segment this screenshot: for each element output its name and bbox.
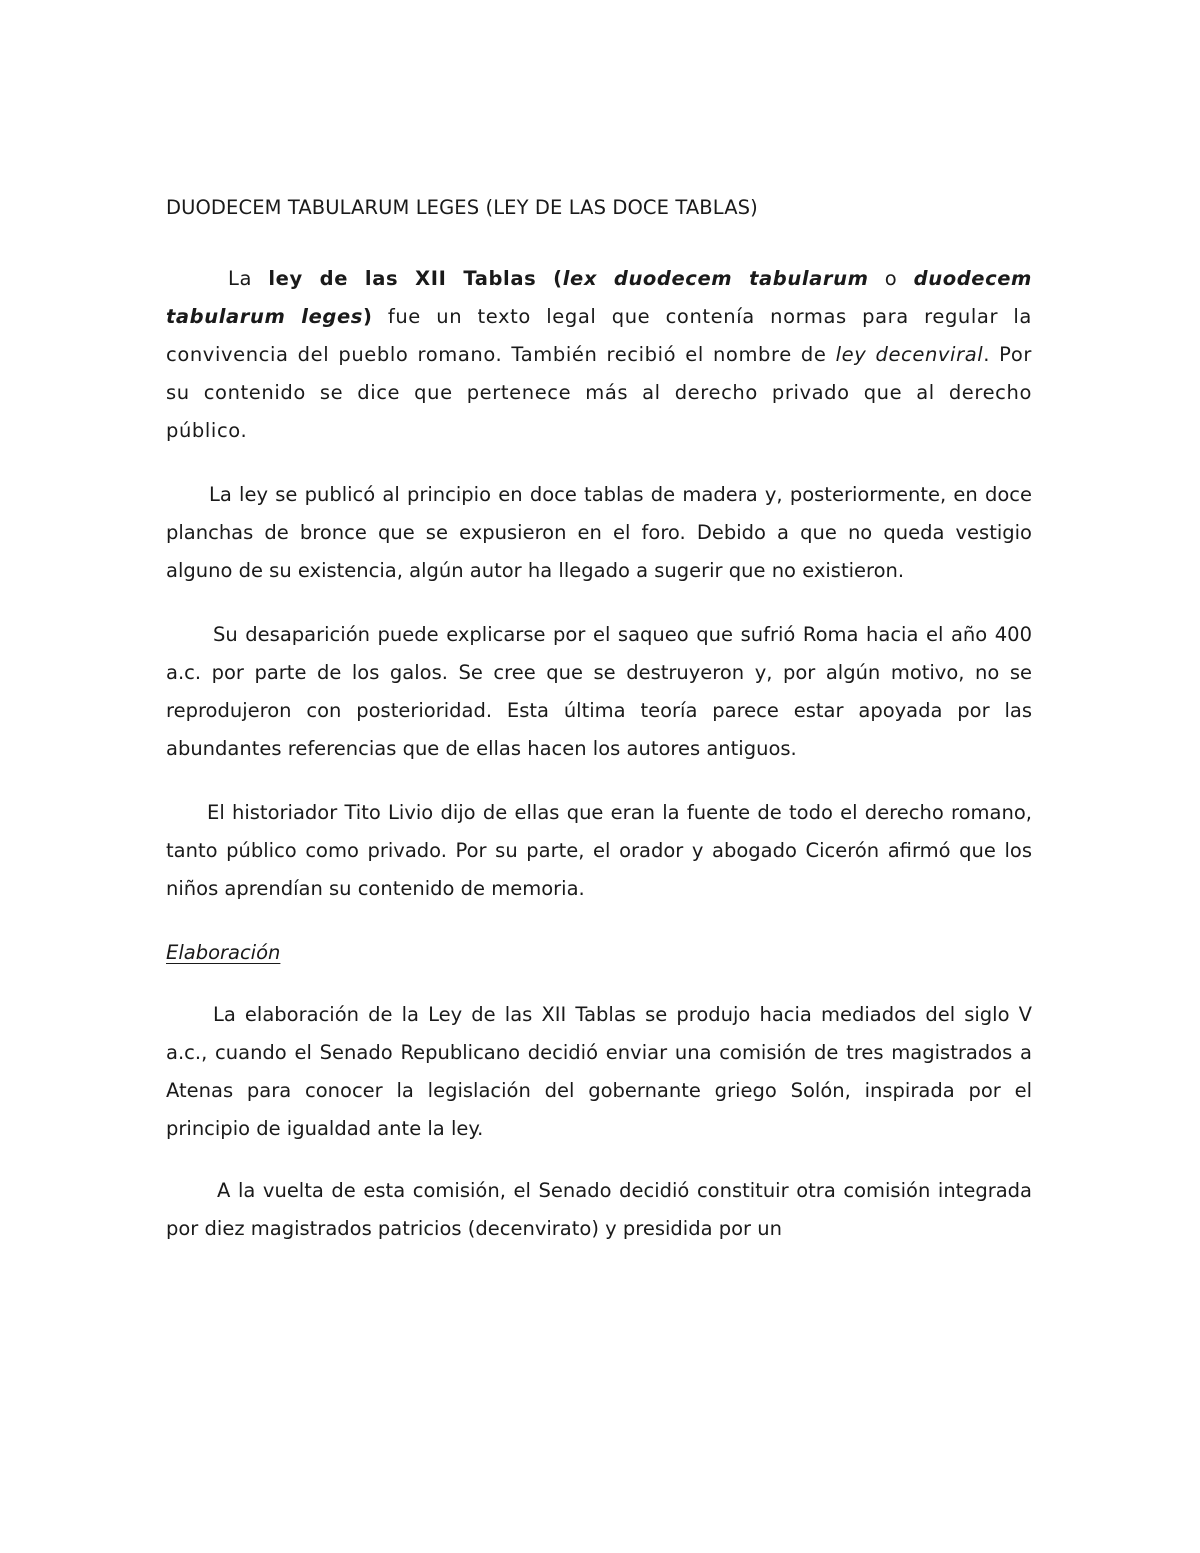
intro-text-b: . Por su contenido se dice que pertenece más al derecho privado que al derecho público. — [166, 343, 1032, 442]
paragraph-historians: El historiador Tito Livio dijo de ellas que eran la fuente de todo el derecho romano, tanto público como privado. Por su parte, el orador y abogado Cicerón afirmó que los niños aprendían su contenido de memoria. — [166, 801, 1032, 900]
intro-o: o — [868, 267, 914, 290]
intro-open-paren: ( — [536, 267, 563, 290]
section-heading-elaboracion: Elaboración — [166, 941, 281, 964]
document-title: DUODECEM TABULARUM LEGES (LEY DE LAS DOCE TABLAS) — [166, 196, 758, 219]
intro-la: La — [228, 267, 269, 290]
intro-close-paren: ) — [363, 305, 373, 328]
document-body — [166, 195, 1032, 1248]
paragraph-elaboration: La elaboración de la Ley de las XII Tablas se produjo hacia mediados del siglo V a.c., cuando el Senado Republicano decidió enviar una comisión de tres magistrados a Atenas para conocer la legislación del gobernante griego Solón, inspirada por el principio de igualdad ante la ley. — [166, 1003, 1032, 1140]
paragraph-commission: A la vuelta de esta comisión, el Senado decidió constituir otra comisión integrada por diez magistrados patricios (decenvirato) y presidida por un — [166, 1179, 1032, 1240]
paragraph-publication: La ley se publicó al principio en doce tablas de madera y, posteriormente, en doce planchas de bronce que se expusieron en el foro. Debido a que no queda vestigio alguno de su existencia, algún autor ha llegado a sugerir que no existieron. — [166, 483, 1032, 582]
intro-duodecem-italic: duodecem tabularum leges — [166, 267, 1032, 328]
intro-ley-decenviral: ley decenviral — [835, 343, 984, 366]
intro-text-a: fue un texto legal que contenía normas para regular la convivencia del pueblo romano. También recibió el nombre de — [166, 305, 1032, 366]
paragraph-disappearance: Su desaparición puede explicarse por el saqueo que sufrió Roma hacia el año 400 a.c. por parte de los galos. Se cree que se destruyeron y, por algún motivo, no se reprodujeron con posterioridad. Esta última teoría parece estar apoyada por las abundantes referencias que de ellas hacen los autores antiguos. — [166, 623, 1032, 760]
intro-ley-bold: ley de las XII Tablas — [268, 267, 537, 290]
intro-lex-italic: lex duodecem tabularum — [562, 267, 869, 290]
intro-paragraph — [166, 260, 1032, 450]
